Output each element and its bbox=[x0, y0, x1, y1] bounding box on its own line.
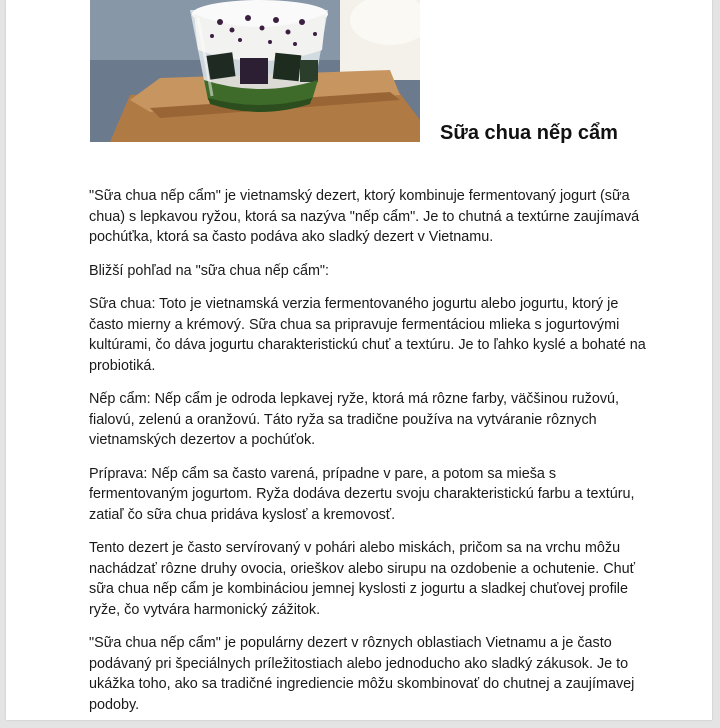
sua-chua-paragraph: Sữa chua: Toto je vietnamská verzia fermentovaného jogurtu alebo jogurtu, ktorý je často mierny a krémový. Sữa chua sa pripravuje fermentáciou mlieka s jogurtovými kultúrami, čo dáva jogurtu charakteristickú chuť a textúru. Je to ľahko kyslé a bohaté na probiotiká. bbox=[89, 296, 646, 374]
preparation-paragraph: Príprava: Nếp cẩm sa často varená, prípadne v pare, a potom sa mieša s fermentovaným jogurtom. Ryža dodáva dezertu svoju charakteristickú farbu a textúru, zatiaľ čo sữa chua pridáva kyslosť a kremovosť. bbox=[89, 465, 635, 523]
nep-cam-paragraph: Nếp cẩm: Nếp cẩm je odroda lepkavej ryže, ktorá má rôzne farby, väčšinou ružovú, fialovú, zelenú a oranžovú. Táto ryža sa tradične používa na vytváranie rôznych vietnamských dezertov a pochúťok. bbox=[89, 391, 620, 448]
dessert-photo bbox=[90, 0, 420, 142]
serving-paragraph: Tento dezert je často servírovaný v pohári alebo miskách, pričom sa na vrchu môžu nachádzať rôzne druhy ovocia, orieškov alebo sirupu na ozdobenie a ochutenie. Chuť sữa chua nếp cẩm je kombináciou jemnej kyslosti z jogurtu a sladkej chuťovej profile ryže, čo vytvára harmonický zážitok. bbox=[89, 540, 636, 618]
article-body bbox=[89, 186, 649, 728]
document-page bbox=[6, 0, 712, 720]
page-title: Sữa chua nếp cẩm bbox=[440, 122, 618, 144]
conclusion-paragraph: "Sữa chua nếp cẩm" je populárny dezert v rôznych oblastiach Vietnamu a je často podávaný pri špeciálnych príležitostiach alebo jednoducho ako sladký zákusok. Je to ukážka toho, ako sa tradičné ingrediencie môžu skombinovať do chutnej a zaujímavej podoby. bbox=[89, 635, 635, 713]
section-intro-paragraph: Bližší pohľad na "sữa chua nếp cẩm": bbox=[89, 262, 330, 279]
intro-paragraph: "Sữa chua nếp cẩm" je vietnamský dezert, ktorý kombinuje fermentovaný jogurt (sữa chua) s lepkavou ryžou, ktorá sa nazýva "nếp cẩm". Je to chutná a textúrne zaujímavá pochúťka, ktorá sa často podáva ako sladký dezert v Vietnamu. bbox=[89, 188, 640, 245]
